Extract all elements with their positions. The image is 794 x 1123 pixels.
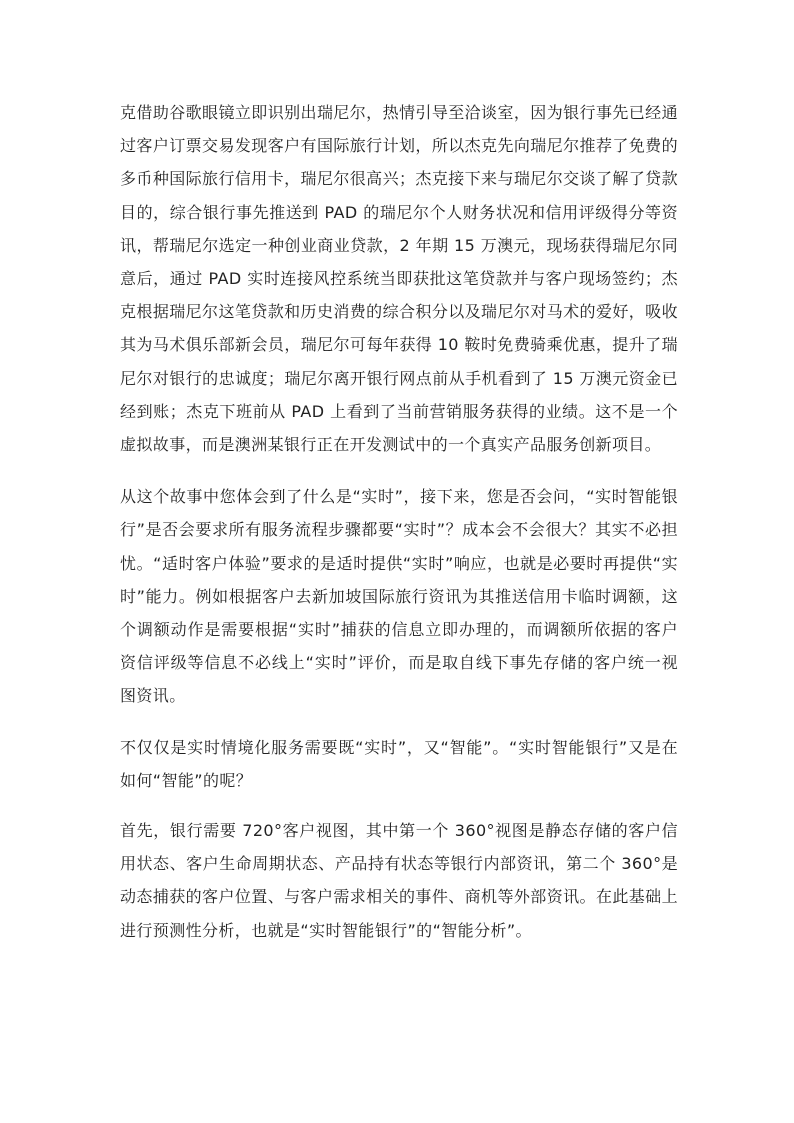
- document-body: [120, 96, 678, 947]
- paragraph-2: 从这个故事中您体会到了什么是“实时”，接下来，您是否会问，“实时智能银行”是否会要求所有服务流程步骤都要“实时”？成本会不会很大？其实不必担忧。“适时客户体验”要求的是适时提供“实时”响应，也就是必要时再提供“实时”能力。例如根据客户去新加坡国际旅行资讯为其推送信用卡临时调额，这个调额动作是需要根据“实时”捕获的信息立即办理的，而调额所依据的客户资信评级等信息不必线上“实时”评价，而是取自线下事先存储的客户统一视图资讯。: [120, 487, 678, 706]
- paragraph-3: 不仅仅是实时情境化服务需要既“实时”，又“智能”。“实时智能银行”又是在如何“智能”的呢？: [120, 737, 678, 790]
- paragraph-4: 首先，银行需要 720°客户视图，其中第一个 360°视图是静态存储的客户信用状态、客户生命周期状态、产品持有状态等银行内部资讯，第二个 360°是动态捕获的客户位置、与客户需求相关的事件、商机等外部资讯。在此基础上进行预测性分析，也就是“实时智能银行”的“智能分析”。: [120, 821, 678, 940]
- paragraph-1: 克借助谷歌眼镜立即识别出瑞尼尔，热情引导至洽谈室，因为银行事先已经通过客户订票交易发现客户有国际旅行计划，所以杰克先向瑞尼尔推荐了免费的多币种国际旅行信用卡，瑞尼尔很高兴；杰克接下来与瑞尼尔交谈了解了贷款目的，综合银行事先推送到 PAD 的瑞尼尔个人财务状况和信用评级得分等资讯，帮瑞尼尔选定一种创业商业贷款，2 年期 15 万澳元，现场获得瑞尼尔同意后，通过 PAD 实时连接风控系统当即获批这笔贷款并与客户现场签约；杰克根据瑞尼尔这笔贷款和历史消费的综合积分以及瑞尼尔对马术的爱好，吸收其为马术俱乐部新会员，瑞尼尔可每年获得 10 鞍时免费骑乘优惠，提升了瑞尼尔对银行的忠诚度；瑞尼尔离开银行网点前从手机看到了 15 万澳元资金已经到账；杰克下班前从 PAD 上看到了当前营销服务获得的业绩。这不是一个虚拟故事，而是澳洲某银行正在开发测试中的一个真实产品服务创新项目。: [120, 103, 678, 455]
